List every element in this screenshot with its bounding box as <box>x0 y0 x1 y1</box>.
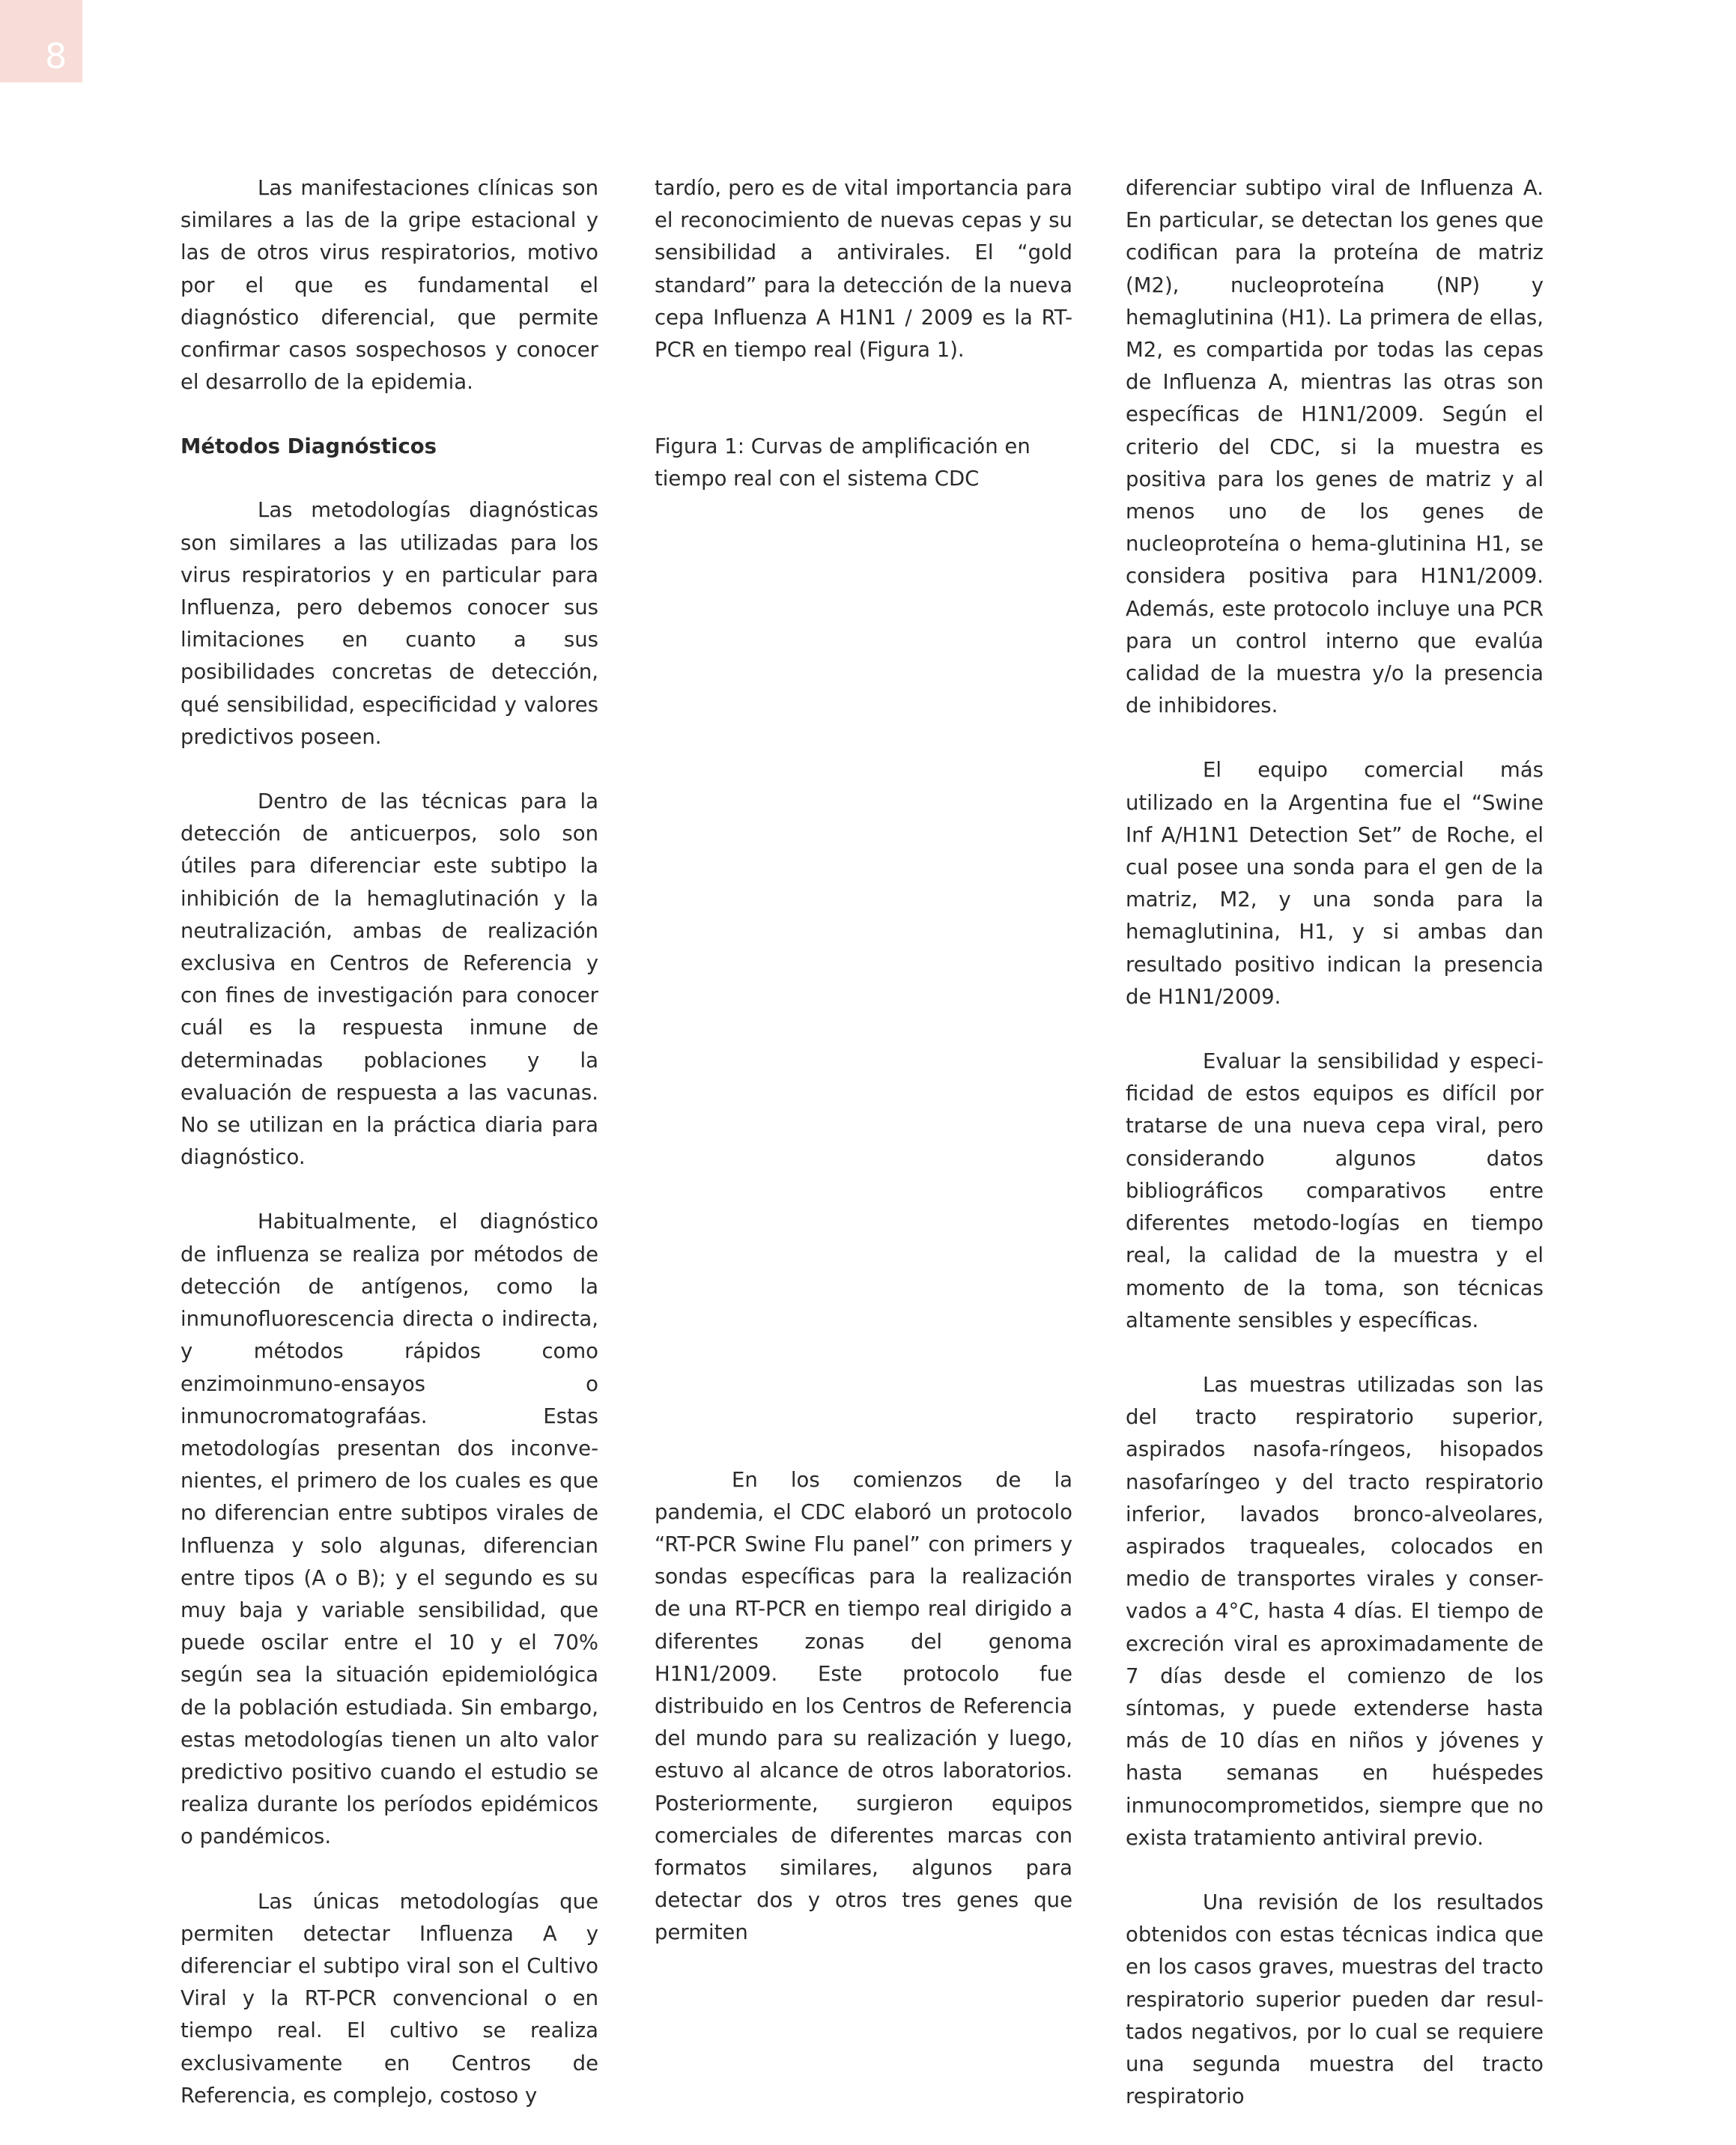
page-number: 8 <box>45 36 68 76</box>
paragraph-roche: El equipo comercial más utilizado en la Argentina fue el “Swine Inf A/H1N1 Detection Set” de Roche, el cual posee una sonda para el gen de la matriz, M2, y una sonda para la hemaglutinina, H1, y si ambas dan resultado positivo indican la presencia de H1N1/2009. <box>1126 758 1544 1009</box>
paragraph-metodologias: Las metodologías diagnósticas son similares a las utilizadas para los virus respiratorios y en particular para Influenza, pero debemos conocer sus limitaciones en cuanto a sus posibilidades concretas de detección, qué sensibilidad, especificidad y valores predictivos poseen. <box>180 498 598 749</box>
page-number-badge <box>0 0 82 82</box>
paragraph-gold-standard: tardío, pero es de vital importancia para el reconocimiento de nuevas cepas y su sensibilidad a antivirales. El “gold standard” para la detección de la nueva cepa Influenza A H1N1 / 2009 es la RT-PCR en tiempo real (Figura 1). <box>655 176 1072 362</box>
paragraph-cultivo: Las únicas metodologías que permiten detectar Influenza A y diferenciar el subtipo viral son el Cultivo Viral y la RT-PCR convencional o en tiempo real. El cultivo se realiza exclusivamente en Centros de Referencia, es complejo, costoso y <box>180 1889 598 2108</box>
paragraph-cdc-protocol: En los comienzos de la pandemia, el CDC elaboró un protocolo “RT-PCR Swine Flu panel” con primers y sondas específicas para la realización de una RT-PCR en tiempo real dirigido a diferentes zonas del genoma H1N1/2009. Este protocolo fue distribuido en los Centros de Referencia del mundo para su realización y luego, estuvo al alcance de otros laboratorios. Posteriormente, surgieron equipos comerciales de diferentes marcas con formatos similares, algunos para detectar dos y otros tres genes que permiten <box>655 1467 1072 1945</box>
paragraph-intro: Las manifestaciones clínicas son similares a las de la gripe estacional y las de otros virus respiratorios, motivo por el que es fundamental el diagnóstico diferencial, que permite confirmar casos sospechosos y conocer el desarrollo de la epidemia. <box>180 176 598 395</box>
column-middle <box>655 172 1072 1982</box>
section-heading-metodos: Métodos Diagnósticos <box>180 434 437 459</box>
paragraph-sensibilidad: Evaluar la sensibilidad y especi-ficidad de estos equipos es difícil por tratarse de una nueva cepa viral, pero considerando algunos datos bibliográficos comparativos entre diferentes metodo-logías en tiempo real, la calidad de la muestra y el momento de la toma, son técnicas altamente sensibles y específicas. <box>1126 1049 1544 1332</box>
paragraph-genes: diferenciar subtipo viral de Influenza A. En particular, se detectan los genes que codifican para la proteína de matriz (M2), nucleoproteína (NP) y hemaglutinina (H1). La primera de ellas, M2, es compartida por todas las cepas de Influenza A, mientras las otras son específicas de H1N1/2009. Según el criterio del CDC, si la muestra es positiva para los genes de matriz y al menos uno de los genes de nucleoproteína o hema-glutinina H1, se considera positiva para H1N1/2009. Además, este protocolo incluye una PCR para un control interno que evalúa calidad de la muestra y/o la presencia de inhibidores. <box>1126 176 1544 718</box>
paragraph-muestras: Las muestras utilizadas son las del tracto respiratorio superior, aspirados nasofa-ríngeos, hisopados nasofaríngeo y del tracto respiratorio inferior, lavados bronco-alveolares, aspirados traqueales, colocados en medio de transportes virales y conser-vados a 4°C, hasta 4 días. El tiempo de excreción viral es aproximadamente de 7 días desde el comienzo de los síntomas, y puede extenderse hasta más de 10 días en niños y jóvenes y hasta semanas en huéspedes inmunocomprometidos, siempre que no exista tratamiento antiviral previo. <box>1126 1372 1544 1850</box>
paragraph-antigenos: Habitualmente, el diagnóstico de influenza se realiza por métodos de detección de antígenos, como la inmunofluorescencia directa o indirecta, y métodos rápidos como enzimoinmuno-ensayos o inmunocromatografáas. Estas metodologías presentan dos inconve-nientes, el primero de los cuales es que no diferencian entre subtipos virales de Influenza y solo algunas, diferencian entre tipos (A o B); y el segundo es su muy baja y variable sensibilidad, que puede oscilar entre el 10 y el 70% según sea la situación epidemiológica de la población estudiada. Sin embargo, estas metodologías tienen un alto valor predictivo positivo cuando el estudio se realiza durante los períodos epidémicos o pandémicos. <box>180 1210 598 1849</box>
paragraph-anticuerpos: Dentro de las técnicas para la detección de anticuerpos, solo son útiles para diferenciar este subtipo la inhibición de la hemaglutinación y la neutralización, ambas de realización exclusiva en Centros de Referencia y con fines de investigación para conocer cuál es la respuesta inmune de determinadas poblaciones y la evaluación de respuesta a las vacunas. No se utilizan en la práctica diaria para diagnóstico. <box>180 789 598 1170</box>
column-right <box>1126 172 1544 2145</box>
figure-placeholder <box>655 528 1072 1464</box>
column-left <box>180 172 598 2144</box>
figure-caption: Figura 1: Curvas de amplificación en tiempo real con el sistema CDC <box>655 434 1031 491</box>
paragraph-revision: Una revisión de los resultados obtenidos con estas técnicas indica que en los casos graves, muestras del tracto respiratorio superior pueden dar resul-tados negativos, por lo cual se requiere una segunda muestra del tracto respiratorio <box>1126 1890 1544 2109</box>
